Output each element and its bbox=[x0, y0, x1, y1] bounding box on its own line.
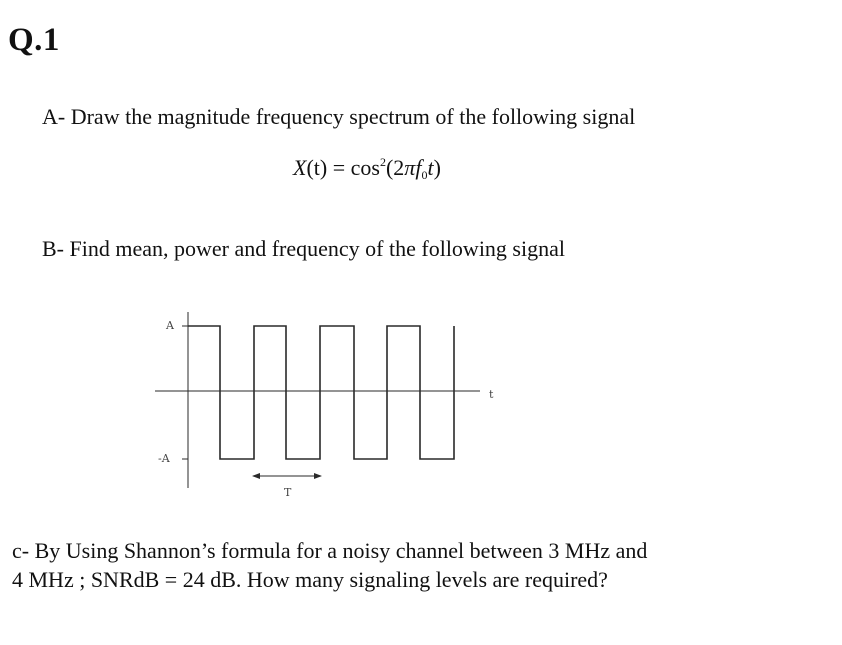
eq-func: cos bbox=[350, 155, 380, 180]
eq-f-sub: 0 bbox=[421, 168, 428, 182]
eq-arg-close: ) bbox=[433, 155, 441, 180]
eq-t: t bbox=[427, 155, 434, 180]
eq-lhs-var: X bbox=[293, 155, 307, 180]
label-amplitude-bottom: -A bbox=[158, 452, 170, 465]
question-number: Q.1 bbox=[8, 22, 60, 58]
eq-power: 2 bbox=[379, 155, 386, 169]
part-b-prompt: B- Find mean, power and frequency of the following signal bbox=[42, 236, 565, 261]
label-time: t bbox=[489, 388, 494, 401]
eq-lhs-arg: (t) bbox=[306, 155, 328, 180]
eq-arg-open: (2 bbox=[385, 155, 405, 180]
part-c-prompt-line1: c- By Using Shannon’s formula for a noisy channel between 3 MHz and bbox=[12, 538, 648, 563]
eq-f: f bbox=[415, 155, 422, 180]
label-period: T bbox=[284, 486, 292, 499]
eq-equals: = bbox=[327, 155, 351, 180]
part-a-prompt: A- Draw the magnitude frequency spectrum of the following signal bbox=[42, 104, 636, 129]
part-c-prompt-line2: 4 MHz ; SNRdB = 24 dB. How many signaling levels are required? bbox=[12, 567, 608, 592]
square-waveform bbox=[188, 326, 454, 459]
eq-pi: π bbox=[404, 155, 416, 180]
label-amplitude-top: A bbox=[166, 319, 174, 332]
